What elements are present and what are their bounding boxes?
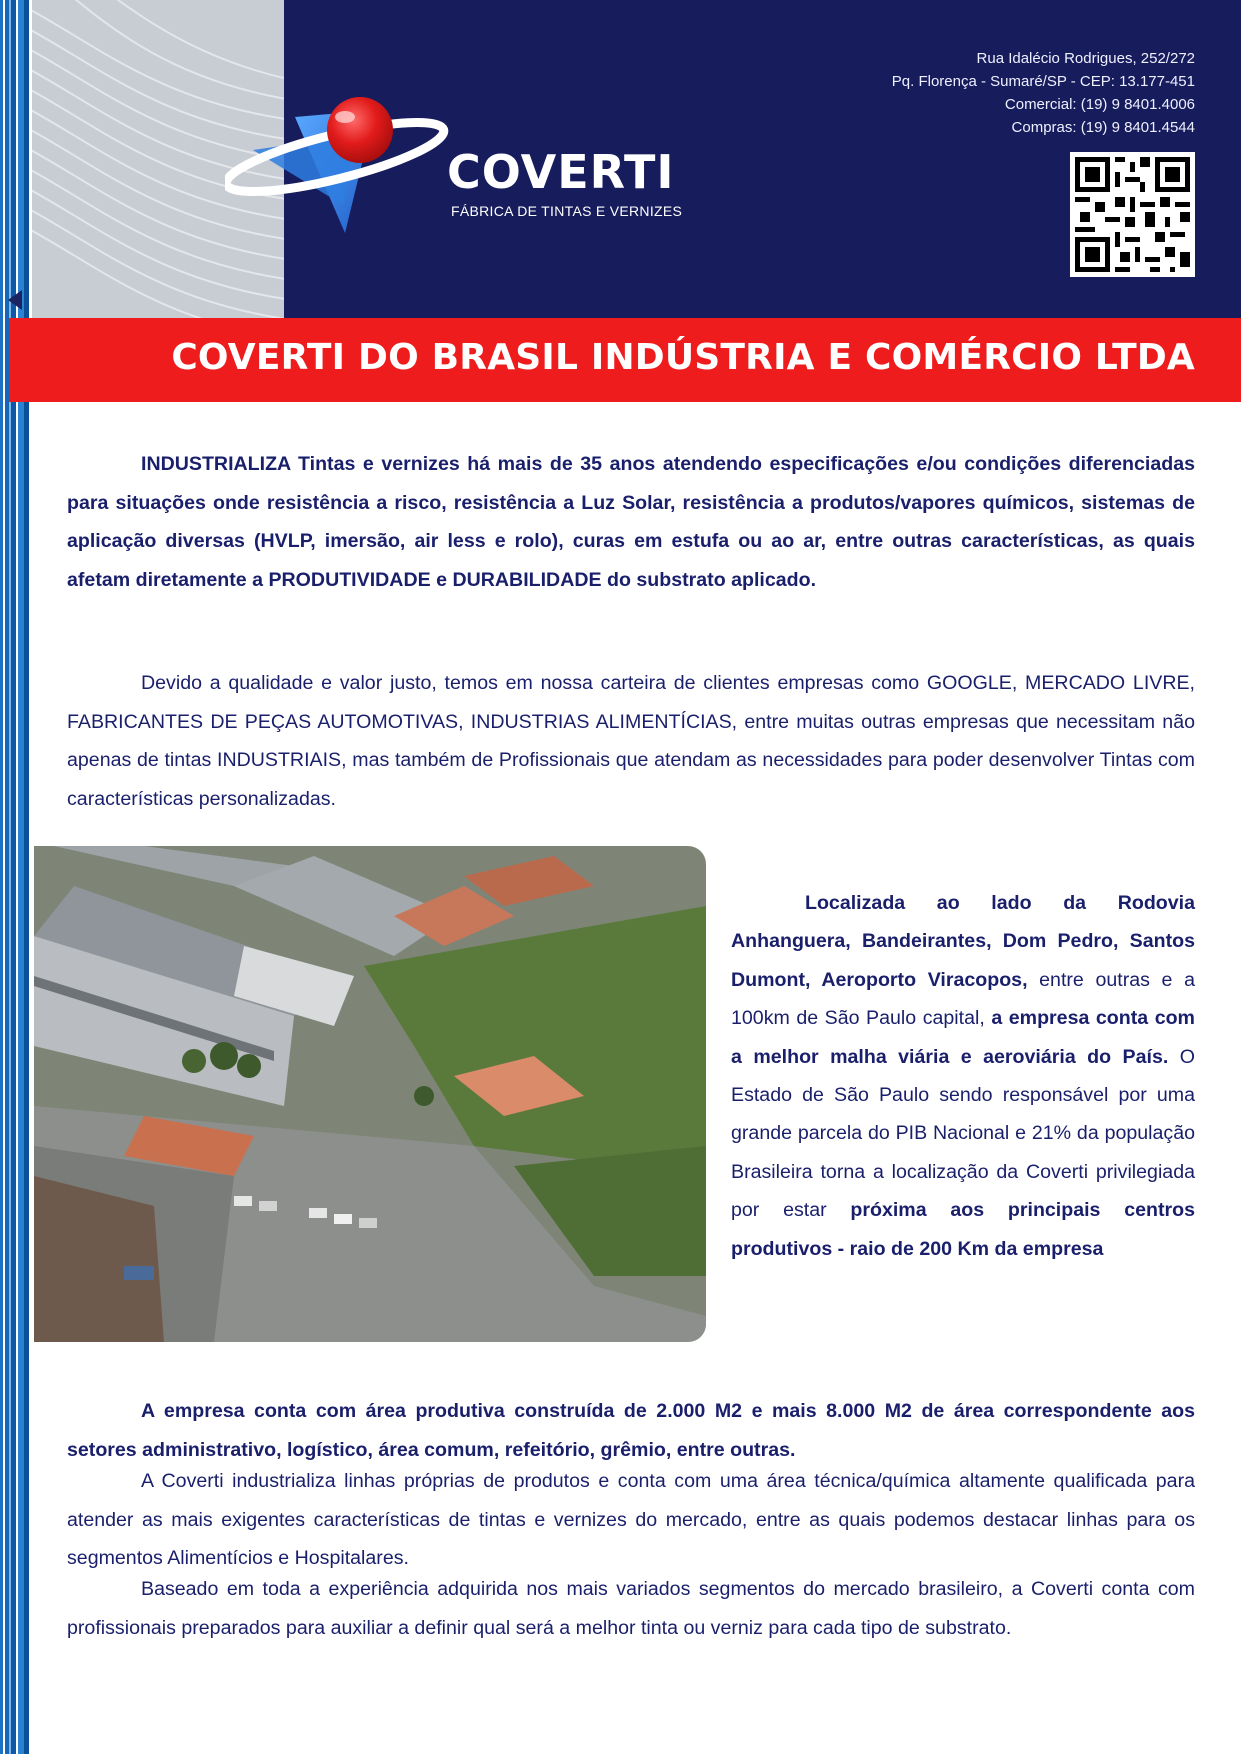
products-paragraph: A Coverti industrializa linhas próprias de produtos e conta com uma área técnica/química altamente qualificada para atender as mais exigentes características de tintas e vernizes do mercado, entre as quais podemos destacar linhas para os segmentos Alimentícios e Hospitalares. bbox=[67, 1470, 1195, 1569]
address-line-2: Pq. Florença - Sumaré/SP - CEP: 13.177-451 bbox=[891, 73, 1195, 90]
intro-paragraph: INDUSTRIALIZA Tintas e vernizes há mais de 35 anos atendendo especificações e/ou condições diferenciadas para situações onde resistência a risco, resistência a Luz Solar, resistência a produtos/vapores químicos, sistemas de aplicação diversas (HVLP, imersão, air less e rolo), curas em estufa ou ao ar, entre outras características, as quais afetam diretamente a PRODUTIVIDADE e DURABILIDADE do substrato aplicado. bbox=[67, 453, 1195, 591]
coverti-logo bbox=[225, 95, 735, 240]
contact-block bbox=[892, 47, 1195, 139]
clients-paragraph: Devido a qualidade e valor justo, temos em nossa carteira de clientes empresas como GOOGLE, MERCADO LIVRE, FABRICANTES DE PEÇAS AUTOMOTIVAS, INDUSTRIAS ALIMENTÍCIAS, entre muitas outras empresas que necessitam não apenas de tintas INDUSTRIAIS, mas também de Profissionais que atendam as necessidades para poder desenvolver Tintas com características personalizadas. bbox=[67, 672, 1195, 810]
phone-commercial[interactable]: Comercial: (19) 9 8401.4006 bbox=[1004, 96, 1195, 113]
left-decorative-stripe bbox=[0, 0, 32, 1754]
stripe-notch bbox=[8, 290, 22, 310]
qr-code-icon[interactable] bbox=[1070, 152, 1195, 277]
company-title: COVERTI DO BRASIL INDÚSTRIA E COMÉRCIO LTDA bbox=[171, 337, 1195, 378]
brand-tagline: FÁBRICA DE TINTAS E VERNIZES bbox=[451, 203, 683, 219]
factory-aerial-photo bbox=[34, 846, 706, 1342]
title-banner bbox=[9, 318, 1241, 402]
phone-purchases[interactable]: Compras: (19) 9 8401.4544 bbox=[1011, 119, 1195, 136]
experience-paragraph: Baseado em toda a experiência adquirida nos mais variados segmentos do mercado brasileiro, a Coverti conta com profissionais preparados para auxiliar a definir qual será a melhor tinta ou verniz para cada tipo de substrato. bbox=[67, 1578, 1195, 1639]
address-line-1: Rua Idalécio Rodrigues, 252/272 bbox=[976, 50, 1195, 67]
facility-paragraph: A empresa conta com área produtiva construída de 2.000 M2 e mais 8.000 M2 de área correspondente aos setores administrativo, logístico, área comum, refeitório, grêmio, entre outras. bbox=[67, 1400, 1195, 1461]
brand-wordmark: COVERTI bbox=[447, 145, 675, 199]
location-paragraph: Localizada ao lado da Rodovia Anhanguera, Bandeirantes, Dom Pedro, Santos Dumont, Aeroporto Viracopos, entre outras e a 100km de São Paulo capital, a empresa conta com a melhor malha viária e aeroviária do País. O Estado de São Paulo sendo responsável por uma grande parcela do PIB Nacional e 21% da população Brasileira torna a localização da Coverti privilegiada por estar próxima aos principais centros produtivos - raio de 200 Km da empresa bbox=[731, 892, 1196, 1260]
